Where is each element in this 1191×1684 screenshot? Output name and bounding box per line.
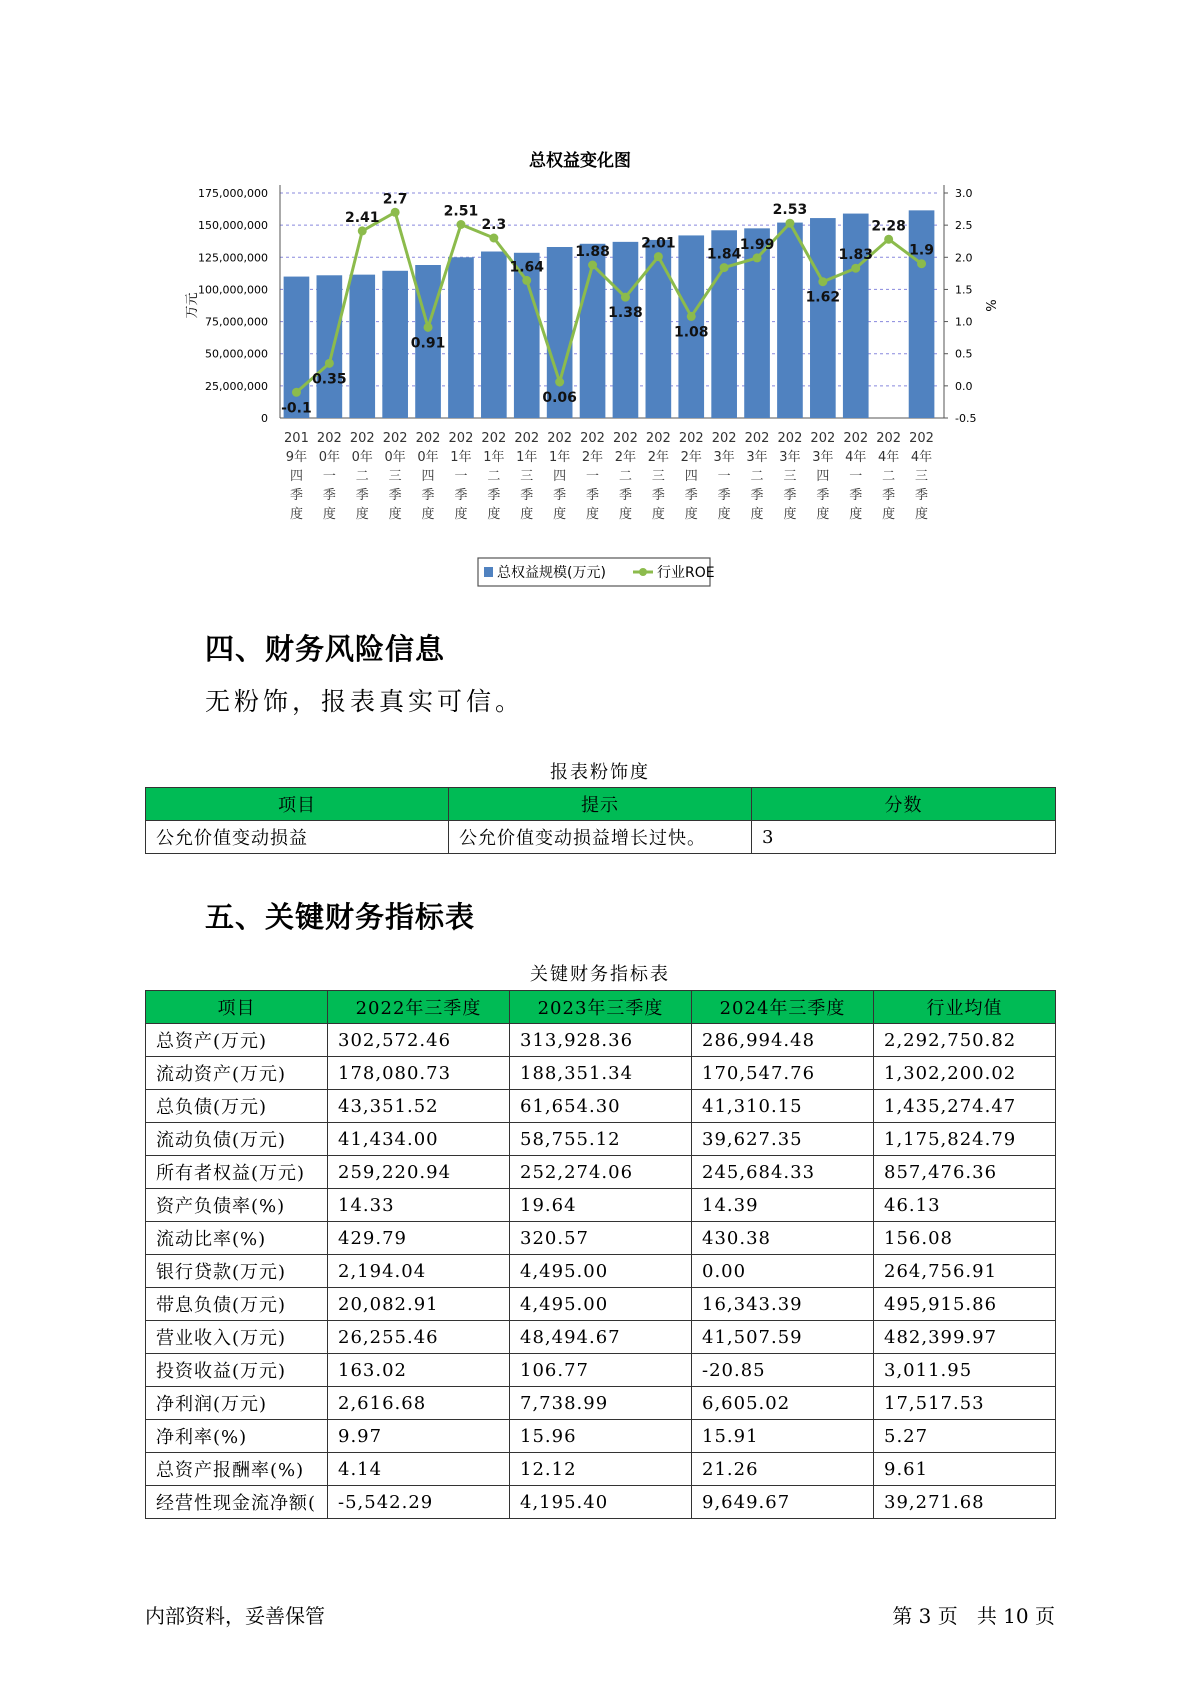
- roe-data-label: -0.1: [281, 400, 312, 417]
- x-tick-label: 202: [777, 431, 803, 446]
- bar: [843, 214, 869, 418]
- x-tick-label: 三: [388, 469, 402, 484]
- x-tick-label: 季: [454, 488, 468, 503]
- kpi-cell: 6,605.02: [692, 1387, 874, 1420]
- x-tick-label: 二: [355, 469, 369, 484]
- x-tick-label: 度: [783, 507, 797, 522]
- kpi-cell: 163.02: [328, 1354, 510, 1387]
- bar: [777, 223, 803, 418]
- roe-point: [785, 219, 794, 228]
- kpi-cell: 9,649.67: [692, 1486, 874, 1519]
- x-tick-label: 4年: [878, 450, 900, 465]
- x-tick-label: 202: [349, 431, 375, 446]
- roe-data-label: 0.35: [312, 371, 347, 388]
- y-tick-label: 100,000,000: [198, 283, 268, 297]
- x-tick-label: 3年: [746, 450, 768, 465]
- risk-table: [145, 787, 1056, 854]
- y-tick-label: 0: [261, 412, 268, 425]
- x-tick-label: 度: [618, 507, 632, 522]
- roe-data-label: 1.08: [673, 324, 709, 341]
- x-tick-label: 1年: [516, 450, 538, 465]
- legend-label-bar: 总权益规模(万元): [497, 565, 606, 581]
- legend-label-line: 行业ROE: [657, 565, 715, 581]
- roe-data-label: 1.84: [706, 246, 742, 263]
- kpi-row-label: 所有者权益(万元): [146, 1156, 328, 1189]
- kpi-cell: 15.96: [510, 1420, 692, 1453]
- kpi-cell: 48,494.67: [510, 1321, 692, 1354]
- roe-point: [358, 226, 367, 235]
- bar: [448, 257, 474, 418]
- x-tick-label: 度: [684, 507, 698, 522]
- kpi-row-label: 带息负债(万元): [146, 1288, 328, 1321]
- roe-data-label: 2.7: [382, 191, 408, 208]
- x-tick-label: 度: [915, 507, 929, 522]
- x-tick-label: 四: [421, 469, 435, 484]
- x-tick-label: 季: [355, 488, 369, 503]
- kpi-cell: 4.14: [328, 1453, 510, 1486]
- x-tick-label: 2年: [647, 450, 669, 465]
- x-tick-label: 一: [717, 469, 731, 484]
- y2-tick-label: 3.0: [955, 187, 973, 200]
- roe-point: [456, 220, 465, 229]
- x-tick-label: 季: [289, 488, 303, 503]
- kpi-cell: 3,011.95: [874, 1354, 1056, 1387]
- kpi-cell: 26,255.46: [328, 1321, 510, 1354]
- roe-data-label: 2.53: [772, 202, 808, 219]
- roe-point: [818, 277, 827, 286]
- roe-data-label: 2.01: [641, 235, 676, 252]
- section4-heading: 四、财务风险信息: [205, 632, 446, 666]
- x-tick-label: 度: [882, 507, 896, 522]
- kpi-cell: 2,616.68: [328, 1387, 510, 1420]
- x-tick-label: 3年: [779, 450, 801, 465]
- kpi-cell: 430.38: [692, 1222, 874, 1255]
- chart-title: 总权益变化图: [529, 151, 631, 171]
- x-tick-label: 202: [580, 431, 605, 446]
- kpi-row-label: 营业收入(万元): [146, 1321, 328, 1354]
- x-tick-label: 度: [289, 507, 303, 522]
- roe-data-label: 2.41: [344, 209, 380, 226]
- x-tick-label: 度: [388, 507, 402, 522]
- kpi-cell: 286,994.48: [692, 1024, 874, 1057]
- table-row: [146, 1123, 1056, 1156]
- kpi-cell: 1,435,274.47: [874, 1090, 1056, 1123]
- kpi-cell: 4,495.00: [510, 1288, 692, 1321]
- x-tick-label: 三: [915, 469, 929, 484]
- kpi-cell: 9.61: [874, 1453, 1056, 1486]
- kpi-cell: 320.57: [510, 1222, 692, 1255]
- x-tick-label: 二: [750, 469, 764, 484]
- kpi-cell: 264,756.91: [874, 1255, 1056, 1288]
- x-tick-label: 季: [520, 488, 534, 503]
- kpi-cell: 21.26: [692, 1453, 874, 1486]
- kpi-table-header-row: [146, 991, 1056, 1024]
- section5-heading: 五、关键财务指标表: [205, 900, 476, 934]
- x-tick-label: 202: [645, 431, 671, 446]
- roe-data-label: 0.91: [410, 335, 446, 352]
- kpi-cell: 482,399.97: [874, 1321, 1056, 1354]
- kpi-cell: 188,351.34: [510, 1057, 692, 1090]
- x-tick-label: 0年: [318, 450, 340, 465]
- roe-point: [753, 253, 762, 262]
- x-tick-label: 季: [421, 488, 435, 503]
- risk-cell-item: 公允价值变动损益: [146, 821, 449, 854]
- kpi-cell: 313,928.36: [510, 1024, 692, 1057]
- x-tick-label: 0年: [417, 450, 439, 465]
- x-tick-label: 度: [454, 507, 468, 522]
- table-row: [146, 1090, 1056, 1123]
- x-tick-label: 202: [711, 431, 737, 446]
- kpi-header-1: 2022年三季度: [328, 991, 510, 1024]
- x-tick-label: 度: [421, 507, 435, 522]
- kpi-cell: 156.08: [874, 1222, 1056, 1255]
- kpi-cell: 0.00: [692, 1255, 874, 1288]
- risk-header-score: 分数: [752, 788, 1056, 821]
- x-tick-label: 度: [651, 507, 665, 522]
- roe-point: [391, 208, 400, 217]
- x-tick-label: 季: [618, 488, 632, 503]
- kpi-cell: 61,654.30: [510, 1090, 692, 1123]
- x-tick-label: 度: [322, 507, 336, 522]
- kpi-cell: 2,292,750.82: [874, 1024, 1056, 1057]
- y2-axis-title: %: [982, 299, 997, 312]
- roe-point: [687, 312, 696, 321]
- x-tick-label: 四: [289, 469, 303, 484]
- kpi-cell: 39,627.35: [692, 1123, 874, 1156]
- risk-header-hint: 提示: [449, 788, 752, 821]
- section4-text: 无粉饰，报表真实可信。: [205, 687, 525, 716]
- y2-tick-label: -0.5: [955, 412, 977, 425]
- kpi-row-label: 资产负债率(%): [146, 1189, 328, 1222]
- kpi-header-4: 行业均值: [874, 991, 1056, 1024]
- roe-point: [720, 263, 729, 272]
- x-tick-label: 202: [843, 431, 869, 446]
- x-tick-label: 201: [284, 431, 309, 446]
- kpi-cell: 252,274.06: [510, 1156, 692, 1189]
- x-tick-label: 202: [810, 431, 836, 446]
- x-tick-label: 季: [915, 488, 929, 503]
- kpi-row-label: 银行贷款(万元): [146, 1255, 328, 1288]
- roe-data-label: 2.28: [871, 218, 906, 235]
- x-tick-label: 三: [520, 469, 534, 484]
- risk-cell-score: 3: [752, 821, 1056, 854]
- kpi-header-2: 2023年三季度: [510, 991, 692, 1024]
- roe-point: [424, 323, 433, 332]
- y-tick-label: 75,000,000: [205, 315, 268, 329]
- kpi-row-label: 净利率(%): [146, 1420, 328, 1453]
- x-tick-label: 季: [586, 488, 600, 503]
- roe-point: [522, 276, 531, 285]
- x-tick-label: 2年: [614, 450, 637, 465]
- y-tick-label: 175,000,000: [198, 187, 268, 200]
- table-row: [146, 1156, 1056, 1189]
- footer-left: 内部资料，妥善保管: [145, 1604, 325, 1628]
- table-row: [146, 1222, 1056, 1255]
- kpi-cell: 14.33: [328, 1189, 510, 1222]
- kpi-cell: 20,082.91: [328, 1288, 510, 1321]
- x-tick-label: 1年: [549, 450, 571, 465]
- equity-chart: [180, 140, 997, 600]
- x-tick-label: 度: [816, 507, 830, 522]
- roe-point: [588, 261, 597, 270]
- kpi-row-label: 总资产(万元): [146, 1024, 328, 1057]
- y2-tick-label: 2.0: [955, 251, 973, 265]
- x-tick-label: 4年: [845, 450, 867, 465]
- roe-data-label: 1.9: [909, 242, 934, 259]
- kpi-cell: 4,195.40: [510, 1486, 692, 1519]
- equity-chart-svg: [180, 140, 997, 600]
- x-tick-label: 202: [382, 431, 408, 446]
- roe-data-label: 1.62: [805, 289, 841, 306]
- kpi-cell: 170,547.76: [692, 1057, 874, 1090]
- kpi-row-label: 流动资产(万元): [146, 1057, 328, 1090]
- x-tick-label: 一: [849, 469, 863, 484]
- x-tick-label: 202: [744, 431, 770, 446]
- x-tick-label: 3年: [812, 450, 834, 465]
- x-tick-label: 度: [586, 507, 600, 522]
- x-tick-label: 季: [717, 488, 731, 503]
- x-tick-label: 一: [322, 469, 336, 484]
- x-tick-label: 二: [618, 469, 632, 484]
- x-tick-label: 季: [684, 488, 698, 503]
- table-row: [146, 1024, 1056, 1057]
- kpi-cell: 16,343.39: [692, 1288, 874, 1321]
- x-tick-label: 1年: [483, 450, 505, 465]
- kpi-cell: 4,495.00: [510, 1255, 692, 1288]
- y-tick-label: 150,000,000: [198, 219, 268, 233]
- table-row: [146, 1453, 1056, 1486]
- table-row: [146, 1486, 1056, 1519]
- y2-tick-label: 0.5: [955, 347, 973, 361]
- kpi-cell: 857,476.36: [874, 1156, 1056, 1189]
- x-tick-label: 202: [613, 431, 638, 446]
- x-tick-label: 202: [316, 431, 342, 446]
- x-tick-label: 季: [816, 488, 830, 503]
- table-row: [146, 1321, 1056, 1354]
- x-tick-label: 202: [514, 431, 540, 446]
- x-tick-label: 三: [783, 469, 797, 484]
- roe-point: [621, 293, 630, 302]
- kpi-header-0: 项目: [146, 991, 328, 1024]
- kpi-cell: 41,434.00: [328, 1123, 510, 1156]
- x-tick-label: 度: [750, 507, 764, 522]
- kpi-row-label: 投资收益(万元): [146, 1354, 328, 1387]
- x-tick-label: 4年: [910, 450, 933, 465]
- x-tick-label: 度: [487, 507, 501, 522]
- x-tick-label: 202: [448, 431, 474, 446]
- x-tick-label: 度: [717, 507, 731, 522]
- kpi-row-label: 流动比率(%): [146, 1222, 328, 1255]
- x-tick-label: 9年: [285, 450, 308, 465]
- x-tick-label: 度: [520, 507, 534, 522]
- x-tick-label: 一: [586, 469, 600, 484]
- roe-point: [325, 359, 334, 368]
- kpi-cell: 259,220.94: [328, 1156, 510, 1189]
- y-axis-title: 万元: [185, 292, 200, 319]
- roe-data-label: 1.64: [509, 259, 545, 276]
- kpi-cell: 19.64: [510, 1189, 692, 1222]
- x-tick-label: 四: [684, 469, 698, 484]
- x-tick-label: 季: [322, 488, 336, 503]
- kpi-cell: 1,302,200.02: [874, 1057, 1056, 1090]
- roe-point: [654, 252, 663, 261]
- kpi-cell: 43,351.52: [328, 1090, 510, 1123]
- x-tick-label: 202: [547, 431, 573, 446]
- x-tick-label: 度: [553, 507, 567, 522]
- kpi-table-caption: 关键财务指标表: [530, 964, 670, 985]
- x-tick-label: 季: [651, 488, 665, 503]
- roe-data-label: 1.38: [608, 305, 643, 322]
- table-row: [146, 1420, 1056, 1453]
- x-tick-label: 二: [882, 469, 896, 484]
- legend-swatch-bar: [484, 567, 493, 577]
- x-tick-label: 0年: [351, 450, 373, 465]
- kpi-cell: -20.85: [692, 1354, 874, 1387]
- y2-tick-label: 2.5: [955, 219, 973, 233]
- x-tick-label: 202: [909, 431, 934, 446]
- x-tick-label: 1年: [450, 450, 472, 465]
- roe-point: [917, 259, 926, 268]
- x-tick-label: 3年: [713, 450, 735, 465]
- x-tick-label: 季: [487, 488, 501, 503]
- x-tick-label: 一: [454, 469, 468, 484]
- kpi-cell: 178,080.73: [328, 1057, 510, 1090]
- y-tick-label: 125,000,000: [198, 251, 268, 265]
- kpi-cell: 106.77: [510, 1354, 692, 1387]
- kpi-row-label: 流动负债(万元): [146, 1123, 328, 1156]
- kpi-cell: 245,684.33: [692, 1156, 874, 1189]
- x-tick-label: 季: [849, 488, 863, 503]
- roe-data-label: 0.06: [542, 390, 577, 406]
- x-tick-label: 季: [783, 488, 797, 503]
- table-row: [146, 1387, 1056, 1420]
- roe-point: [851, 264, 860, 273]
- x-tick-label: 季: [553, 488, 567, 503]
- kpi-row-label: 总负债(万元): [146, 1090, 328, 1123]
- kpi-row-label: 经营性现金流净额(: [146, 1486, 328, 1519]
- table-row: [146, 1288, 1056, 1321]
- x-tick-label: 0年: [384, 450, 406, 465]
- table-row: [146, 1255, 1056, 1288]
- kpi-cell: 14.39: [692, 1189, 874, 1222]
- risk-header-item: 项目: [146, 788, 449, 821]
- x-tick-label: 三: [651, 469, 665, 484]
- x-tick-label: 2年: [581, 450, 604, 465]
- kpi-table: [145, 990, 1056, 1519]
- roe-point: [489, 234, 498, 243]
- y-tick-label: 25,000,000: [205, 379, 268, 393]
- bar: [317, 275, 343, 418]
- x-tick-label: 202: [876, 431, 902, 446]
- kpi-row-label: 净利润(万元): [146, 1387, 328, 1420]
- roe-data-label: 1.99: [739, 236, 775, 253]
- table-row: [146, 1354, 1056, 1387]
- table-row: [146, 821, 1056, 854]
- bar: [810, 218, 836, 418]
- roe-data-label: 2.51: [443, 203, 479, 220]
- risk-table-header-row: [146, 788, 1056, 821]
- kpi-cell: 429.79: [328, 1222, 510, 1255]
- x-tick-label: 度: [355, 507, 369, 522]
- kpi-header-3: 2024年三季度: [692, 991, 874, 1024]
- kpi-row-label: 总资产报酬率(%): [146, 1453, 328, 1486]
- bar: [481, 252, 507, 419]
- kpi-cell: 302,572.46: [328, 1024, 510, 1057]
- footer-page-number: 第 3 页 共 10 页: [892, 1604, 1055, 1628]
- kpi-cell: 15.91: [692, 1420, 874, 1453]
- kpi-cell: 1,175,824.79: [874, 1123, 1056, 1156]
- table-row: [146, 1189, 1056, 1222]
- bar: [349, 275, 375, 418]
- x-tick-label: 二: [487, 469, 501, 484]
- roe-data-label: 1.88: [575, 244, 610, 260]
- x-tick-label: 季: [882, 488, 896, 503]
- bar: [382, 271, 408, 418]
- roe-point: [884, 235, 893, 244]
- kpi-cell: 17,517.53: [874, 1387, 1056, 1420]
- kpi-cell: 2,194.04: [328, 1255, 510, 1288]
- y2-tick-label: 1.5: [955, 283, 973, 297]
- kpi-cell: 495,915.86: [874, 1288, 1056, 1321]
- kpi-cell: 5.27: [874, 1420, 1056, 1453]
- x-tick-label: 季: [750, 488, 764, 503]
- bar: [613, 242, 639, 418]
- kpi-cell: 9.97: [328, 1420, 510, 1453]
- kpi-cell: -5,542.29: [328, 1486, 510, 1519]
- y-tick-label: 50,000,000: [205, 347, 268, 361]
- kpi-cell: 41,507.59: [692, 1321, 874, 1354]
- x-tick-label: 四: [816, 469, 830, 484]
- x-tick-label: 202: [481, 431, 507, 446]
- y2-tick-label: 1.0: [955, 315, 973, 329]
- x-tick-label: 季: [388, 488, 402, 503]
- x-tick-label: 度: [849, 507, 863, 522]
- risk-cell-hint: 公允价值变动损益增长过快。: [449, 821, 752, 854]
- roe-point: [292, 388, 301, 397]
- table-row: [146, 1057, 1056, 1090]
- roe-point: [555, 378, 564, 387]
- risk-table-caption: 报表粉饰度: [550, 762, 650, 783]
- x-tick-label: 202: [678, 431, 704, 446]
- kpi-cell: 7,738.99: [510, 1387, 692, 1420]
- y2-tick-label: 0.0: [955, 379, 973, 393]
- roe-data-label: 1.83: [838, 247, 874, 264]
- kpi-cell: 41,310.15: [692, 1090, 874, 1123]
- x-tick-label: 2年: [680, 450, 702, 465]
- kpi-cell: 58,755.12: [510, 1123, 692, 1156]
- kpi-cell: 46.13: [874, 1189, 1056, 1222]
- x-tick-label: 202: [415, 431, 441, 446]
- kpi-cell: 12.12: [510, 1453, 692, 1486]
- roe-data-label: 2.3: [481, 217, 507, 233]
- kpi-cell: 39,271.68: [874, 1486, 1056, 1519]
- x-tick-label: 四: [553, 469, 567, 484]
- bar: [909, 210, 935, 418]
- legend-swatch-point: [639, 568, 647, 576]
